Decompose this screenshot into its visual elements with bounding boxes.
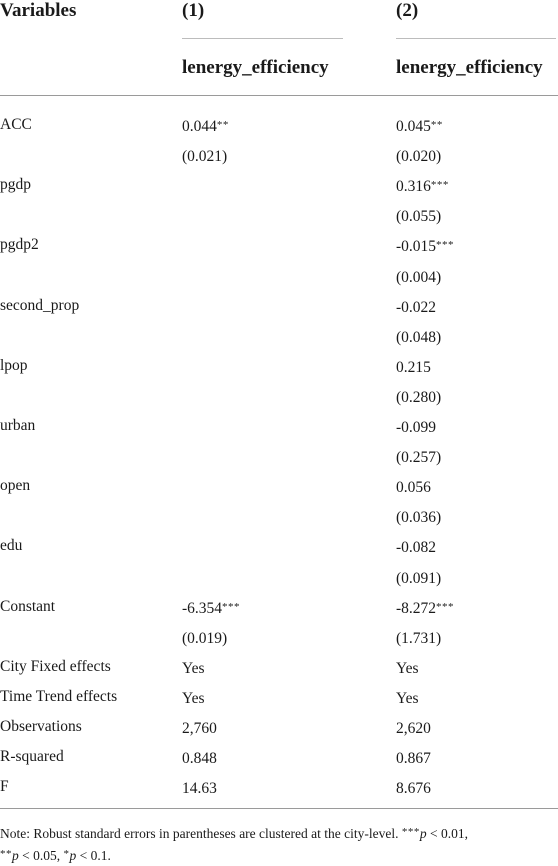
cell-value: (1.731) <box>396 630 442 647</box>
row-label: R-squared <box>0 748 64 765</box>
note-p-2: p <box>12 848 19 863</box>
cell-value: 2,620 <box>396 720 431 737</box>
col2-value <box>396 627 441 649</box>
row-label: Time Trend effects <box>0 688 118 705</box>
col1-value <box>182 145 227 167</box>
cell-value: (0.257) <box>396 449 442 466</box>
cell-value: Yes <box>396 660 419 677</box>
significance-stars: *** <box>430 179 449 191</box>
cell-value: -0.082 <box>396 539 437 556</box>
note-p-3: p <box>69 848 77 863</box>
row-label: Observations <box>0 718 82 735</box>
col2-value <box>396 356 431 378</box>
cell-value: (0.021) <box>182 148 228 165</box>
col2-value <box>396 296 436 318</box>
col2-value <box>396 536 436 558</box>
header-rule-col1 <box>182 38 343 39</box>
col2-value <box>396 115 443 137</box>
table-bottom-rule <box>0 808 558 809</box>
note-threshold-3: < 0.1. <box>76 848 111 863</box>
col2-value <box>396 446 441 468</box>
row-label: F <box>0 778 9 795</box>
significance-stars: *** <box>436 239 455 251</box>
col1-value <box>182 747 217 769</box>
cell-value: -8.272 <box>396 600 437 617</box>
cell-value: 0.848 <box>182 750 217 767</box>
col2-value <box>396 657 419 679</box>
note-threshold-1: < 0.01, <box>426 826 468 841</box>
col2-value <box>396 326 441 348</box>
col2-value <box>396 567 441 589</box>
note-intro: Note: Robust standard errors in parentheses are clustered at the city-level. <box>0 826 402 841</box>
header-col2-dependent: lenergy_efficiency <box>396 57 543 78</box>
cell-value: Yes <box>396 690 419 707</box>
col2-value <box>396 175 449 197</box>
note-p-1: p <box>419 826 427 841</box>
cell-value: 0.215 <box>396 359 431 376</box>
cell-value: 8.676 <box>396 780 431 797</box>
header-col1-number: (1) <box>182 0 205 21</box>
row-label: City Fixed effects <box>0 658 111 675</box>
row-label: pgdp <box>0 176 31 193</box>
cell-value: (0.036) <box>396 509 442 526</box>
col2-value <box>396 506 441 528</box>
note-stars-2: ** <box>0 848 12 860</box>
significance-stars: *** <box>436 601 455 613</box>
significance-stars: *** <box>222 601 241 613</box>
note-stars-1: *** <box>401 826 420 838</box>
cell-value: (0.048) <box>396 329 442 346</box>
significance-stars: ** <box>430 119 443 131</box>
cell-value: (0.020) <box>396 148 442 165</box>
cell-value: 0.045 <box>396 118 431 135</box>
cell-value: 0.867 <box>396 750 431 767</box>
col2-value <box>396 145 441 167</box>
cell-value: 0.044 <box>182 118 217 135</box>
header-col1-dependent: lenergy_efficiency <box>182 57 329 78</box>
col2-value <box>396 205 441 227</box>
table-note <box>0 822 556 866</box>
row-label: pgdp2 <box>0 236 39 253</box>
row-label: Constant <box>0 598 56 615</box>
row-label: ACC <box>0 116 32 133</box>
cell-value: 0.316 <box>396 178 431 195</box>
cell-value: 0.056 <box>396 479 431 496</box>
col2-value <box>396 597 454 619</box>
cell-value: 14.63 <box>182 780 217 797</box>
row-label: open <box>0 477 31 494</box>
cell-value: -6.354 <box>182 600 223 617</box>
row-label: lpop <box>0 357 28 374</box>
col1-value <box>182 597 240 619</box>
cell-value: (0.091) <box>396 570 442 587</box>
col2-value <box>396 235 454 257</box>
col1-value <box>182 717 217 739</box>
cell-value: -0.099 <box>396 419 437 436</box>
col2-value <box>396 416 436 438</box>
cell-value: Yes <box>182 660 205 677</box>
col2-value <box>396 266 441 288</box>
col2-value <box>396 747 431 769</box>
cell-value: -0.022 <box>396 299 437 316</box>
header-variables: Variables <box>0 0 77 21</box>
col2-value <box>396 687 419 709</box>
row-label: second_prop <box>0 297 80 314</box>
cell-value: Yes <box>182 690 205 707</box>
col2-value <box>396 777 431 799</box>
row-label: urban <box>0 417 36 434</box>
col1-value <box>182 657 205 679</box>
col2-value <box>396 717 431 739</box>
col1-value <box>182 687 205 709</box>
cell-value: (0.055) <box>396 208 442 225</box>
col2-value <box>396 386 441 408</box>
row-label: edu <box>0 537 23 554</box>
note-stars-3: * <box>63 848 70 860</box>
cell-value: 2,760 <box>182 720 217 737</box>
cell-value: (0.019) <box>182 630 228 647</box>
significance-stars: ** <box>216 119 229 131</box>
header-rule-col2 <box>396 38 556 39</box>
col1-value <box>182 627 227 649</box>
header-bottom-rule <box>0 95 558 96</box>
col1-value <box>182 777 217 799</box>
col2-value <box>396 476 431 498</box>
cell-value: (0.280) <box>396 389 442 406</box>
cell-value: (0.004) <box>396 269 442 286</box>
col1-value <box>182 115 229 137</box>
header-col2-number: (2) <box>396 0 419 21</box>
note-threshold-2: < 0.05, <box>18 848 64 863</box>
cell-value: -0.015 <box>396 238 437 255</box>
